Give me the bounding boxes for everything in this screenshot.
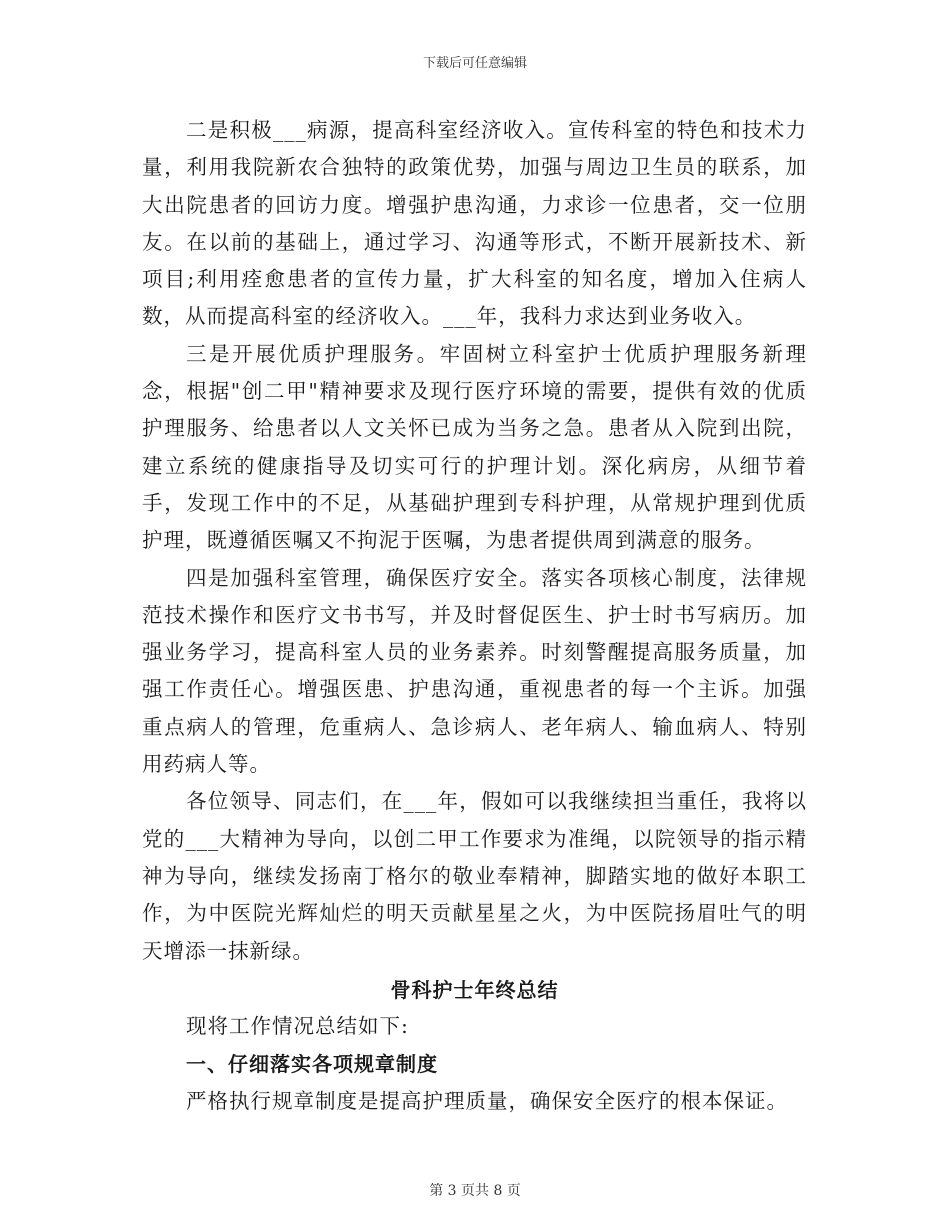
paragraph-3: 三是开展优质护理服务。牢固树立科室护士优质护理服务新理念，根据"创二甲"精神要求及现行医疗环境的需要，提供有效的优质护理服务、给患者以人文关怀已成为当务之急。患者从入院到出院，建立系统的健康指导及切实可行的护理计划。深化病房，从细节着手，发现工作中的不足，从基础护理到专科护理，从常规护理到优质护理，既遵循医嘱又不拘泥于医嘱，为患者提供周到满意的服务。 — [142, 341, 807, 553]
paragraph-closing: 各位领导、同志们，在___年，假如可以我继续担当重任，我将以党的___大精神为导向，以创二甲工作要求为准绳，以院领导的指示精神为导向，继续发扬南丁格尔的敬业奉精神，脚踏实地的做好本职工作，为中医院光辉灿烂的明天贡献星星之火，为中医院扬眉吐气的明天增添一抹新绿。 — [142, 789, 807, 963]
page-header: 下载后可任意编辑 — [422, 56, 527, 71]
section-heading: 一、仔细落实各项规章制度 — [186, 1052, 438, 1077]
intro-line: 现将工作情况总结如下: — [186, 1013, 409, 1038]
section-paragraph: 严格执行规章制度是提高护理质量，确保安全医疗的根本保证。 — [186, 1089, 788, 1114]
page-footer: 第 3 页共 8 页 — [429, 1183, 521, 1199]
paragraph-4: 四是加强科室管理，确保医疗安全。落实各项核心制度，法律规范技术操作和医疗文书书写，并及时督促医生、护士时书写病历。加强业务学习，提高科室人员的业务素养。时刻警醒提高服务质量，加强工作责任心。增强医患、护患沟通，重视患者的每一个主诉。加强重点病人的管理，危重病人、急诊病人、老年病人、输血病人、特别用药病人等。 — [142, 565, 807, 777]
document-body — [142, 112, 807, 1120]
document-title: 骨科护士年终总结 — [390, 977, 559, 1002]
paragraph-2: 二是积极___病源，提高科室经济收入。宣传科室的特色和技术力量，利用我院新农合独特的政策优势，加强与周边卫生员的联系，加大出院患者的回访力度。增强护患沟通，力求诊一位患者，交一位朋友。在以前的基础上，通过学习、沟通等形式，不断开展新技术、新项目;利用痊愈患者的宣传力量，扩大科室的知名度，增加入住病人数，从而提高科室的经济收入。___年，我科力求达到业务收入。 — [142, 118, 807, 329]
